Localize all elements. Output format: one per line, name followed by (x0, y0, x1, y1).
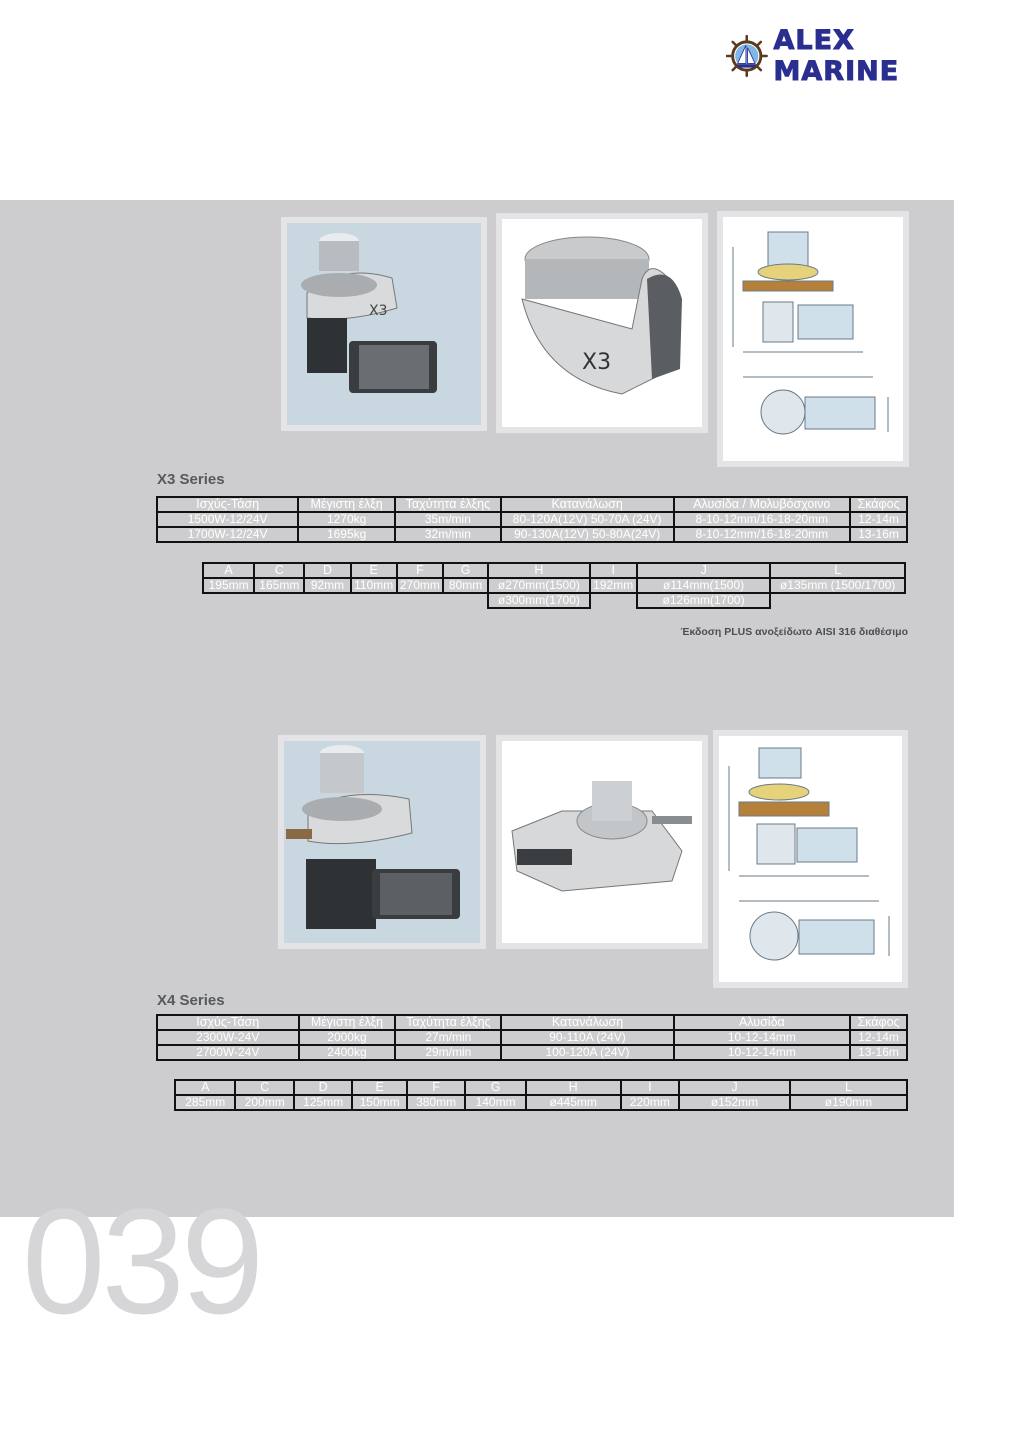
table-row (157, 1030, 907, 1045)
table-cell: 195mm (203, 578, 254, 593)
table-cell: 1270kg (298, 512, 395, 527)
header-cell: C (254, 563, 304, 578)
header-cell: J (679, 1080, 790, 1095)
table-cell: ø126mm(1700) (637, 593, 771, 608)
table-cell: 90-110A (24V) (501, 1030, 673, 1045)
table-cell: 1500W-12/24V (157, 512, 298, 527)
header-cell: E (351, 563, 397, 578)
x4-spec-table (156, 1014, 908, 1061)
table-header-row (175, 1080, 907, 1095)
table-cell: 8-10-12mm/16-18-20mm (674, 527, 851, 542)
header-cell: Μέγιστη έλξη (299, 1015, 396, 1030)
table-cell: 2300W-24V (157, 1030, 299, 1045)
empty-cell (203, 593, 488, 608)
table-cell: 110mm (351, 578, 397, 593)
brand-logo (726, 25, 954, 87)
x4-dimension-drawing (713, 730, 908, 988)
table-cell: 10-12-14mm (674, 1030, 850, 1045)
svg-text:X3: X3 (369, 303, 388, 319)
table-cell: 285mm (175, 1095, 235, 1110)
table-cell: 35m/min (395, 512, 501, 527)
header-cell: Κατανάλωση (501, 497, 674, 512)
x3-dimensions-table (202, 562, 906, 609)
x4-dimensions-table (174, 1079, 908, 1111)
table-cell: ø190mm (790, 1095, 907, 1110)
table-cell: 27m/min (395, 1030, 501, 1045)
table-cell: ø270mm(1500) (488, 578, 589, 593)
empty-cell (590, 593, 637, 608)
header-cell: A (203, 563, 254, 578)
table-cell: 380mm (407, 1095, 465, 1110)
x4-series-title: X4 Series (157, 992, 225, 1009)
table-header-row (157, 1015, 907, 1030)
table-header-row (157, 497, 907, 512)
x4-product-photo (278, 735, 486, 949)
table-row (157, 1045, 907, 1060)
page-number: 039 (22, 1177, 261, 1345)
table-row (157, 527, 907, 542)
header-cell: D (294, 1080, 352, 1095)
table-cell: 2700W-24V (157, 1045, 299, 1060)
table-row (175, 1095, 907, 1110)
x3-series-title: X3 Series (157, 471, 225, 488)
x3-spec-table (156, 496, 908, 543)
table-row (203, 578, 905, 593)
header-cell: G (443, 563, 488, 578)
table-cell: 220mm (621, 1095, 679, 1110)
table-cell: 32m/min (395, 527, 501, 542)
table-cell: 125mm (294, 1095, 352, 1110)
table-row (157, 512, 907, 527)
x3-plus-note: Έκδοση PLUS ανοξείδωτο AISI 316 διαθέσιμο (680, 626, 908, 638)
table-cell: 12-14m (850, 512, 907, 527)
x3-dimension-drawing (717, 211, 909, 467)
table-cell: 270mm (397, 578, 443, 593)
ship-wheel-icon (726, 31, 768, 81)
table-row (203, 593, 905, 608)
table-cell: 1700W-12/24V (157, 527, 298, 542)
table-cell: 2400kg (299, 1045, 396, 1060)
brand-name: ALEX MARINE (773, 25, 900, 87)
header-cell: C (235, 1080, 293, 1095)
header-cell: G (465, 1080, 525, 1095)
header-cell: Σκάφος (850, 1015, 907, 1030)
header-cell: F (397, 563, 443, 578)
header-cell: H (488, 563, 589, 578)
table-cell: 12-14m (850, 1030, 907, 1045)
header-cell: H (526, 1080, 621, 1095)
header-cell: Μέγιστη έλξη (298, 497, 395, 512)
table-header-row (203, 563, 905, 578)
table-cell: 90-130A(12V) 50-80A(24V) (501, 527, 674, 542)
table-cell: 165mm (254, 578, 304, 593)
table-cell: 8-10-12mm/16-18-20mm (674, 512, 851, 527)
table-cell: 80-120A(12V) 50-70A (24V) (501, 512, 674, 527)
header-cell: Σκάφος (850, 497, 907, 512)
table-cell: ø300mm(1700) (488, 593, 589, 608)
table-cell: 10-12-14mm (674, 1045, 850, 1060)
table-cell: ø114mm(1500) (637, 578, 771, 593)
table-cell: ø135mm (1500/1700) (770, 578, 905, 593)
header-cell: I (590, 563, 637, 578)
x3-product-photo-alt (496, 213, 708, 433)
header-cell: I (621, 1080, 679, 1095)
svg-text:X3: X3 (582, 350, 612, 375)
x3-product-photo (281, 217, 487, 431)
table-cell: ø152mm (679, 1095, 790, 1110)
table-cell: ø445mm (526, 1095, 621, 1110)
header-cell: E (352, 1080, 406, 1095)
header-cell: L (770, 563, 905, 578)
header-cell: Ταχύτητα έλξης (395, 497, 501, 512)
x4-product-photo-alt (496, 735, 708, 949)
header-cell: D (304, 563, 350, 578)
header-cell: Αλυσίδα (674, 1015, 850, 1030)
empty-cell (770, 593, 905, 608)
table-cell: 100-120A (24V) (501, 1045, 673, 1060)
table-cell: 80mm (443, 578, 488, 593)
header-cell: A (175, 1080, 235, 1095)
table-cell: 192mm (590, 578, 637, 593)
table-cell: 150mm (352, 1095, 406, 1110)
table-cell: 2000kg (299, 1030, 396, 1045)
table-cell: 200mm (235, 1095, 293, 1110)
header-cell: F (407, 1080, 465, 1095)
table-cell: 92mm (304, 578, 350, 593)
table-cell: 1695kg (298, 527, 395, 542)
table-cell: 13-16m (850, 1045, 907, 1060)
header-cell: L (790, 1080, 907, 1095)
table-cell: 29m/min (395, 1045, 501, 1060)
header-cell: Αλυσίδα / Μολυβόσχοινο (674, 497, 851, 512)
table-cell: 13-16m (850, 527, 907, 542)
table-cell: 140mm (465, 1095, 525, 1110)
header-cell: Ταχύτητα έλξης (395, 1015, 501, 1030)
header-cell: J (637, 563, 771, 578)
header-cell: Ισχύς-Τάση (157, 1015, 299, 1030)
header-cell: Κατανάλωση (501, 1015, 673, 1030)
header-cell: Ισχύς-Τάση (157, 497, 298, 512)
